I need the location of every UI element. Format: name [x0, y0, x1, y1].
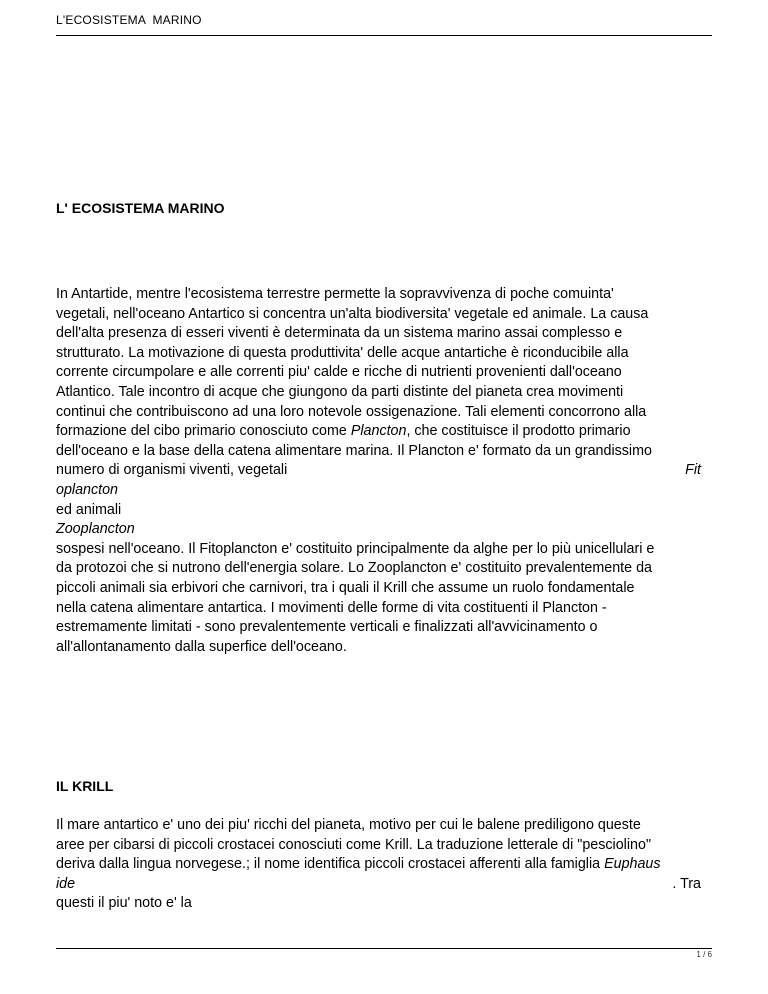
- text-line: ed animali: [56, 501, 122, 518]
- paragraph-krill: [56, 816, 716, 914]
- text-line: corrente circumpolare e alle correnti piu' calde e ricche di nutrienti provenienti dall'oceano: [56, 364, 622, 381]
- text-fragment: deriva dalla lingua norvegese.; il nome identifica piccoli crostacei afferenti alla famiglia: [56, 856, 605, 873]
- text-line: [56, 875, 701, 895]
- text-line: [56, 422, 716, 442]
- text-line: da protozoi che si nutrono dell'energia solare. Lo Zooplancton e' costituito prevalentemente da: [56, 560, 652, 577]
- italic-term-plancton: Plancton: [350, 423, 407, 440]
- section-heading-krill: IL KRILL: [56, 778, 114, 794]
- text-fragment: , che costituisce il prodotto primario: [406, 423, 631, 440]
- section-heading-ecosistema: L' ECOSISTEMA MARINO: [56, 200, 225, 216]
- header-title: L'ECOSISTEMA MARINO: [56, 13, 202, 27]
- page-number: 1 / 6: [696, 950, 712, 959]
- text-line: sospesi nell'oceano. Il Fitoplancton e' costituito principalmente da alghe per lo più unicellulari e: [56, 540, 655, 557]
- text-line: [56, 855, 716, 875]
- text-line: Il mare antartico e' uno dei piu' ricchi del pianeta, motivo per cui le balene prediligono queste: [56, 817, 641, 833]
- text-line: Atlantico. Tale incontro di acque che giungono da parti distinte del pianeta crea movimenti: [56, 383, 624, 400]
- text-line: nella catena alimentare antartica. I movimenti delle forme di vita costituenti il Plancton -: [56, 599, 607, 616]
- italic-term-fitoplancton-end: oplancton: [56, 481, 119, 498]
- text-line: all'allontanamento dalla superfice dell'oceano.: [56, 638, 347, 655]
- text-line: [56, 461, 701, 481]
- italic-term-fitoplancton-start: Fit: [685, 462, 701, 479]
- text-fragment: numero di organismi viventi, vegetali: [56, 462, 288, 479]
- text-line: aree per cibarsi di piccoli crostacei conosciuti come Krill. La traduzione letterale di "pesciolino": [56, 836, 652, 853]
- text-fragment: . Tra: [672, 875, 701, 892]
- text-line: dell'alta presenza di esseri viventi è determinata da un sistema marino assai complesso e: [56, 325, 623, 342]
- text-line: continui che contribuiscono ad una loro notevole ossigenazione. Tali elementi concorrono alla: [56, 403, 647, 420]
- footer-divider: [56, 948, 712, 949]
- page-header: [56, 8, 712, 36]
- italic-term-euphausiide-start: Euphaus: [604, 856, 661, 873]
- italic-term-euphausiide-end: ide: [56, 875, 76, 892]
- paragraph-ecosistema: [56, 285, 716, 657]
- text-line: piccoli animali sia erbivori che carnivori, tra i quali il Krill che assume un ruolo fondamentale: [56, 579, 635, 596]
- text-line: dell'oceano e la base della catena alimentare marina. Il Plancton e' formato da un grandissimo: [56, 442, 652, 459]
- text-line: vegetali, nell'oceano Antartico si concentra un'alta biodiversita' vegetale ed animale. La causa: [56, 305, 649, 322]
- text-line: estremamente limitati - sono prevalentemente verticali e finalizzati all'avvicinamento o: [56, 619, 598, 636]
- text-line: questi il piu' noto e' la: [56, 895, 192, 912]
- italic-term-zooplancton: Zooplancton: [56, 521, 135, 538]
- text-fragment: formazione del cibo primario conosciuto come: [56, 423, 351, 440]
- text-line: strutturato. La motivazione di questa produttivita' delle acque antartiche è riconducibile alla: [56, 344, 629, 361]
- text-line: In Antartide, mentre l'ecosistema terrestre permette la sopravvivenza di poche comuinta': [56, 286, 614, 302]
